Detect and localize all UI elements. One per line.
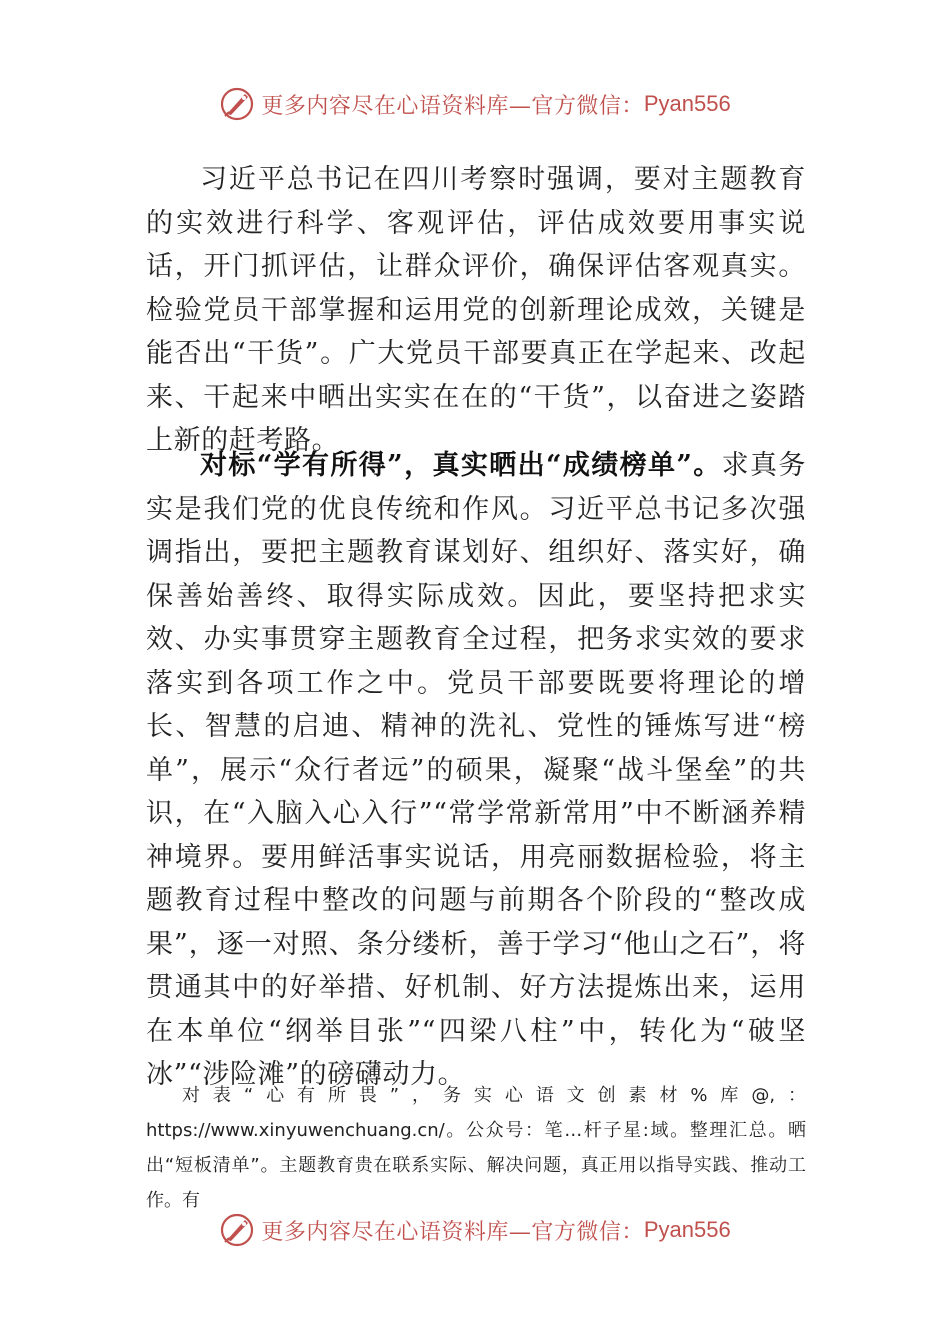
footer-banner [0,1210,950,1250]
quill-logo-icon [219,86,255,122]
paragraph-1: 习近平总书记在四川考察时强调，要对主题教育的实效进行科学、客观评估，评估成效要用事实说话，开门抓评估，让群众评价，确保评估客观真实。检验党员干部掌握和运用党的创新理论成效，关键是能否出“干货”。广大党员干部要真正在学起来、改起来、干起来中晒出实实在在的“干货”，以奋进之姿踏上新的赶考路。 [146,164,806,456]
quill-logo-icon [219,1212,255,1248]
header-banner [0,84,950,124]
paragraph-2 [146,444,806,1097]
paragraph-2-lead: 对标“学有所得”，真实晒出“成绩榜单”。 [200,450,722,481]
paragraph-2-body: 求真务实是我们党的优良传统和作风。习近平总书记多次强调指出，要把主题教育谋划好、组织好、落实好，确保善始善终、取得实际成效。因此，要坚持把求实效、办实事贯穿主题教育全过程，把务求实效的要求落实到各项工作之中。党员干部要既要将理论的增长、智慧的启迪、精神的洗礼、党性的锤炼写进“榜单”，展示“众行者远”的硕果，凝聚“战斗堡垒”的共识，在“入脑入心入行”“常学常新常用”中不断涵养精神境界。要用鲜活事实说话，用亮丽数据检验，将主题教育过程中整改的问题与前期各个阶段的“整改成果”，逐一对照、条分缕析，善于学习“他山之石”，将贯通其中的好举措、好机制、好方法提炼出来，运用在本单位“纲举目张”“四梁八柱”中，转化为“破坚冰”“涉险滩”的磅礴动力。 [146,450,806,1090]
banner-wechat-id: Pyan556 [643,91,731,116]
banner-wechat-id: Pyan556 [643,1217,731,1242]
banner-text: 更多内容尽在心语资料库—官方微信： [261,1219,644,1245]
paragraph-3: 对表“心有所畏”，务实心语文创素材%库@,：https://www.xinyuwenchuang.cn/。公众号：笔…杆子星:域。整理汇总。晒出“短板清单”。主题教育贵在联系实际、解决问题，真正用以指导实践、推动工作。有 [146,1085,806,1211]
banner-text: 更多内容尽在心语资料库—官方微信： [261,93,644,119]
